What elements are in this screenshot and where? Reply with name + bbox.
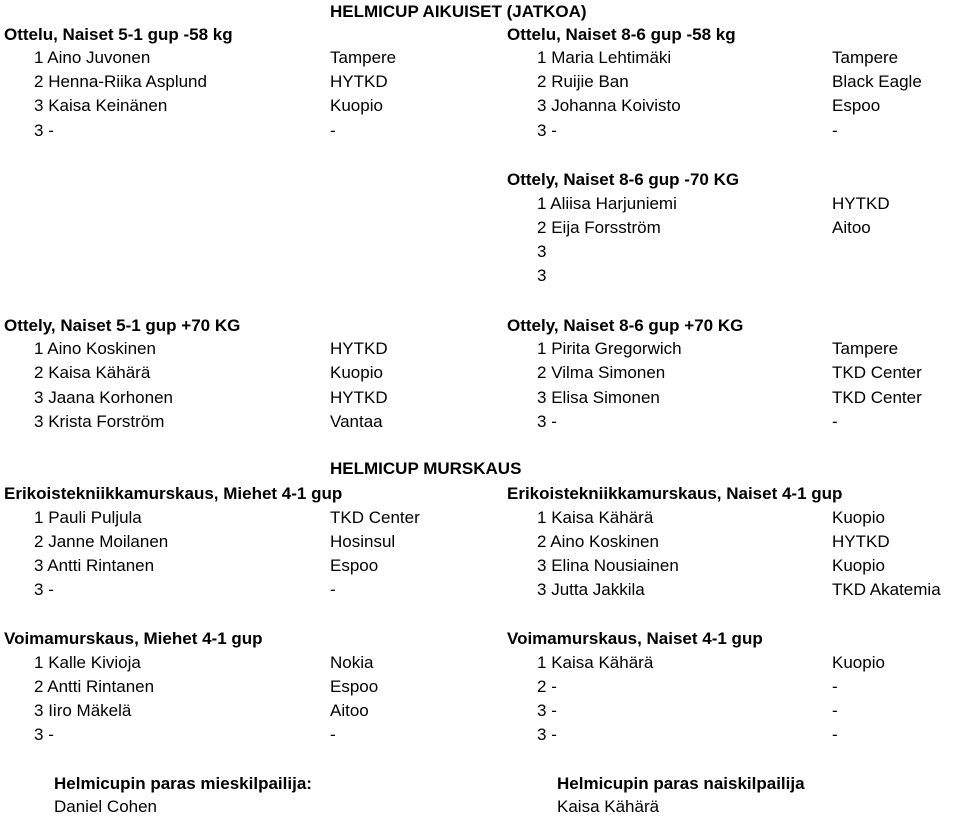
athlete-name: Eija Forsström — [551, 218, 661, 237]
result-row — [34, 412, 164, 432]
place: 1 — [537, 339, 547, 358]
place: 1 — [537, 194, 547, 213]
result-row — [34, 96, 167, 116]
athlete-name: Jutta Jakkila — [551, 580, 645, 599]
club-name: Espoo — [832, 96, 881, 115]
place: 1 — [537, 508, 547, 527]
place: 3 — [34, 580, 44, 599]
club-name: Kuopio — [832, 653, 885, 672]
result-row — [34, 556, 154, 576]
result-row — [537, 121, 557, 141]
result-row — [537, 701, 557, 721]
place: 2 — [34, 363, 44, 382]
result-row — [537, 653, 653, 673]
athlete-name: Jaana Korhonen — [48, 388, 173, 407]
club-name: Vantaa — [330, 412, 383, 431]
club-name: - — [330, 121, 336, 140]
athlete-name: Vilma Simonen — [551, 363, 666, 382]
result-row — [537, 48, 671, 68]
result-row — [537, 266, 546, 286]
result-row — [537, 72, 629, 92]
place: 2 — [537, 532, 547, 551]
place: 3 — [34, 412, 44, 431]
athlete-name: Johanna Koivisto — [551, 96, 681, 115]
place: 1 — [34, 508, 44, 527]
result-row — [537, 363, 665, 383]
place: 1 — [34, 653, 44, 672]
club-name: HYTKD — [330, 339, 388, 358]
athlete-name: Elina Nousiainen — [551, 556, 679, 575]
section-heading: Ottelu, Naiset 5-1 gup -58 kg — [4, 25, 233, 44]
club-name: - — [832, 121, 838, 140]
athlete-name: - — [48, 725, 54, 744]
place: 3 — [537, 266, 547, 285]
athlete-name: - — [551, 412, 557, 431]
athlete-name: - — [551, 701, 557, 720]
result-row — [34, 701, 131, 721]
result-row — [34, 388, 173, 408]
athlete-name: Kaisa Kähärä — [551, 653, 654, 672]
athlete-name: Janne Moilanen — [48, 532, 169, 551]
athlete-name: Antti Rintanen — [47, 677, 155, 696]
place: 1 — [537, 48, 547, 67]
club-name: - — [832, 725, 838, 744]
result-row — [34, 48, 150, 68]
place: 2 — [34, 677, 44, 696]
athlete-name: Kaisa Kähärä — [48, 363, 151, 382]
club-name: Tampere — [330, 48, 397, 67]
best-men-name: Daniel Cohen — [54, 797, 158, 816]
club-name: Kuopio — [330, 96, 383, 115]
place: 3 — [34, 725, 44, 744]
athlete-name: Pauli Puljula — [48, 508, 142, 527]
place: 3 — [537, 701, 547, 720]
athlete-name: Maria Lehtimäki — [551, 48, 672, 67]
place: 3 — [537, 556, 547, 575]
result-row — [537, 580, 645, 600]
result-row — [34, 580, 54, 600]
result-row — [34, 72, 207, 92]
club-name: Espoo — [330, 556, 379, 575]
place: 3 — [537, 96, 547, 115]
club-name: TKD Center — [832, 388, 922, 407]
athlete-name: Henna-Riika Asplund — [48, 72, 207, 91]
section-heading: Erikoistekniikkamurskaus, Naiset 4-1 gup — [507, 484, 843, 503]
result-row — [34, 363, 150, 383]
section-heading: Ottely, Naiset 8-6 gup +70 KG — [507, 316, 744, 335]
club-name: Black Eagle — [832, 72, 922, 91]
place: 3 — [537, 388, 547, 407]
section-heading: Voimamurskaus, Miehet 4-1 gup — [4, 629, 263, 648]
athlete-name: - — [551, 677, 557, 696]
club-name: - — [832, 701, 838, 720]
place: 3 — [34, 701, 44, 720]
place: 1 — [537, 653, 547, 672]
athlete-name: Elisa Simonen — [551, 388, 660, 407]
place: 1 — [34, 48, 44, 67]
result-row — [537, 412, 557, 432]
murskaus-title: HELMICUP MURSKAUS — [330, 459, 522, 478]
result-row — [537, 556, 679, 576]
club-name: HYTKD — [330, 388, 388, 407]
section-heading: Ottelu, Naiset 8-6 gup -58 kg — [507, 25, 736, 44]
athlete-name: Ruijie Ban — [551, 72, 629, 91]
club-name: Tampere — [832, 48, 899, 67]
result-row — [537, 725, 557, 745]
result-row — [34, 339, 156, 359]
section-heading: Erikoistekniikkamurskaus, Miehet 4-1 gup — [4, 484, 343, 503]
place: 2 — [537, 677, 547, 696]
result-row — [537, 96, 681, 116]
athlete-name: Pirita Gregorwich — [551, 339, 682, 358]
club-name: Espoo — [330, 677, 379, 696]
result-row — [537, 388, 660, 408]
result-row — [537, 218, 661, 238]
athlete-name: Antti Rintanen — [47, 556, 155, 575]
club-name: - — [330, 725, 336, 744]
athlete-name: Kaisa Keinänen — [48, 96, 168, 115]
club-name: Kuopio — [330, 363, 383, 382]
best-women-label: Helmicupin paras naiskilpailija — [557, 774, 805, 793]
club-name: Hosinsul — [330, 532, 396, 551]
result-row — [537, 194, 677, 214]
athlete-name: Kalle Kivioja — [48, 653, 141, 672]
club-name: Kuopio — [832, 556, 885, 575]
club-name: TKD Akatemia — [832, 580, 941, 599]
result-row — [34, 532, 168, 552]
place: 1 — [34, 339, 44, 358]
place: 3 — [34, 96, 44, 115]
place: 3 — [34, 121, 44, 140]
section-heading: Voimamurskaus, Naiset 4-1 gup — [507, 629, 763, 648]
club-name: - — [330, 580, 336, 599]
result-row — [34, 653, 141, 673]
club-name: HYTKD — [330, 72, 388, 91]
athlete-name: - — [48, 121, 54, 140]
place: 2 — [34, 532, 44, 551]
place: 2 — [537, 218, 547, 237]
athlete-name: Kaisa Kähärä — [551, 508, 654, 527]
place: 3 — [537, 580, 547, 599]
result-row — [537, 677, 557, 697]
place: 2 — [537, 72, 547, 91]
place: 3 — [537, 725, 547, 744]
athlete-name: - — [551, 121, 557, 140]
place: 2 — [34, 72, 44, 91]
club-name: TKD Center — [330, 508, 420, 527]
athlete-name: Krista Forström — [48, 412, 165, 431]
place: 3 — [537, 242, 547, 261]
club-name: Tampere — [832, 339, 899, 358]
result-row — [537, 508, 653, 528]
club-name: Nokia — [330, 653, 374, 672]
result-row — [537, 242, 546, 262]
best-men-label: Helmicupin paras mieskilpailija: — [54, 774, 312, 793]
athlete-name: Iiro Mäkelä — [48, 701, 132, 720]
athlete-name: - — [551, 725, 557, 744]
place: 2 — [537, 363, 547, 382]
place: 3 — [34, 556, 44, 575]
page-title: HELMICUP AIKUISET (JATKOA) — [330, 2, 587, 21]
athlete-name: Aino Koskinen — [47, 339, 156, 358]
place: 3 — [537, 412, 547, 431]
athlete-name: Aliisa Harjuniemi — [550, 194, 677, 213]
club-name: Kuopio — [832, 508, 885, 527]
section-heading: Ottely, Naiset 8-6 gup -70 KG — [507, 170, 740, 189]
place: 3 — [34, 388, 44, 407]
section-heading: Ottely, Naiset 5-1 gup +70 KG — [4, 316, 241, 335]
place: 3 — [537, 121, 547, 140]
athlete-name: Aino Koskinen — [550, 532, 659, 551]
athlete-name: - — [48, 580, 54, 599]
club-name: HYTKD — [832, 532, 890, 551]
result-row — [537, 532, 659, 552]
club-name: - — [832, 412, 838, 431]
club-name: TKD Center — [832, 363, 922, 382]
result-row — [537, 339, 682, 359]
result-row — [34, 121, 54, 141]
athlete-name: Aino Juvonen — [47, 48, 151, 67]
club-name: - — [832, 677, 838, 696]
result-row — [34, 725, 54, 745]
result-row — [34, 677, 154, 697]
best-women-name: Kaisa Kähärä — [557, 797, 660, 816]
club-name: Aitoo — [832, 218, 871, 237]
club-name: Aitoo — [330, 701, 369, 720]
result-row — [34, 508, 142, 528]
club-name: HYTKD — [832, 194, 890, 213]
